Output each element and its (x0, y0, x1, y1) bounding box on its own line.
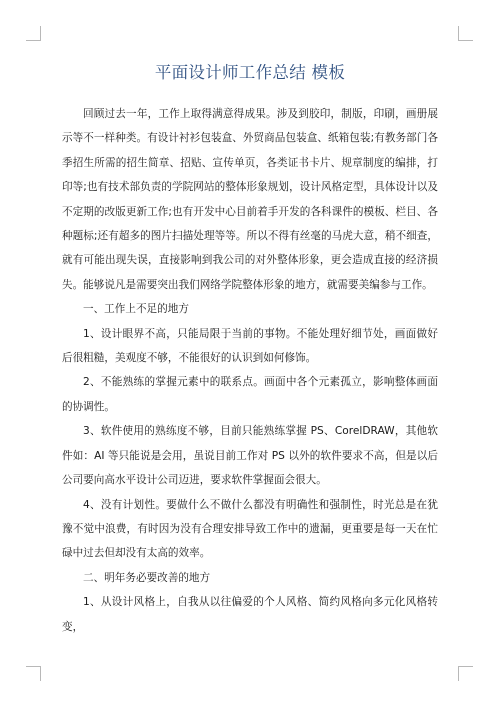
crop-mark-bottom-left (26, 666, 41, 681)
section-heading-improvements: 二、明年务必要改善的地方 (83, 571, 211, 584)
paragraph-improvement-1: 1、从设计风格上，自我从以往偏爱的个人风格、简约风格向多元化风格转变， (62, 596, 438, 633)
paragraph-intro: 回顾过去一年，工作上取得满意得成果。涉及到胶印，制版，印刷，画册展示等不一样种类。有设计衬衫包装盒、外贸商品包装盒、纸箱包装;有教务部门各季招生所需的招生简章、招贴、宣传单页，各类证书卡片、规章制度的编排，打印等;也有技术部负责的学院网站的整体形象规划，设计风格定型，具体设计以及不定期的改版更新工作;也有开发中心目前着手开发的各科课件的模板、栏目、各种题标;还有超多的图片扫描处理等等。所以不得有丝毫的马虎大意，稍不细查，就有可能出现失误，直接影响到我公司的对外整体形象，更会造成直接的经济损失。能够说凡是需要突出我们网络学院整体形象的地方，就需要美编参与工作。 (62, 108, 438, 291)
crop-mark-top-right (458, 26, 473, 41)
paragraph-shortcoming-1: 1、设计眼界不高，只能局限于当前的事物。不能处理好细节处，画面做好后很粗糙，美观度不够，不能很好的认识到如何修饰。 (62, 327, 438, 365)
paragraph-shortcoming-3: 3、软件使用的熟练度不够，目前只能熟练掌握 PS、CorelDRAW，其他软件如：AI 等只能说是会用，虽说目前工作对 PS 以外的软件要求不高，但是以后公司要向高水平设计公司迈进，要求软件掌握面会很大。 (62, 425, 438, 487)
crop-mark-bottom-right (458, 666, 473, 681)
section-heading-shortcomings: 一、工作上不足的地方 (83, 303, 189, 316)
paragraph-shortcoming-4: 4、没有计划性。要做什么不做什么都没有明确性和强制性，时光总是在犹豫不觉中浪费，有时因为没有合理安排导致工作中的遗漏，更重要是每一天在忙碌中过去但却没有太高的效率。 (62, 498, 438, 560)
document-title: 平面设计师工作总结 模板 (154, 63, 346, 82)
crop-mark-top-left (26, 26, 41, 41)
document-body (62, 62, 438, 639)
paragraph-shortcoming-2: 2、不能熟练的掌握元素中的联系点。画面中各个元素孤立，影响整体画面的协调性。 (62, 376, 438, 413)
